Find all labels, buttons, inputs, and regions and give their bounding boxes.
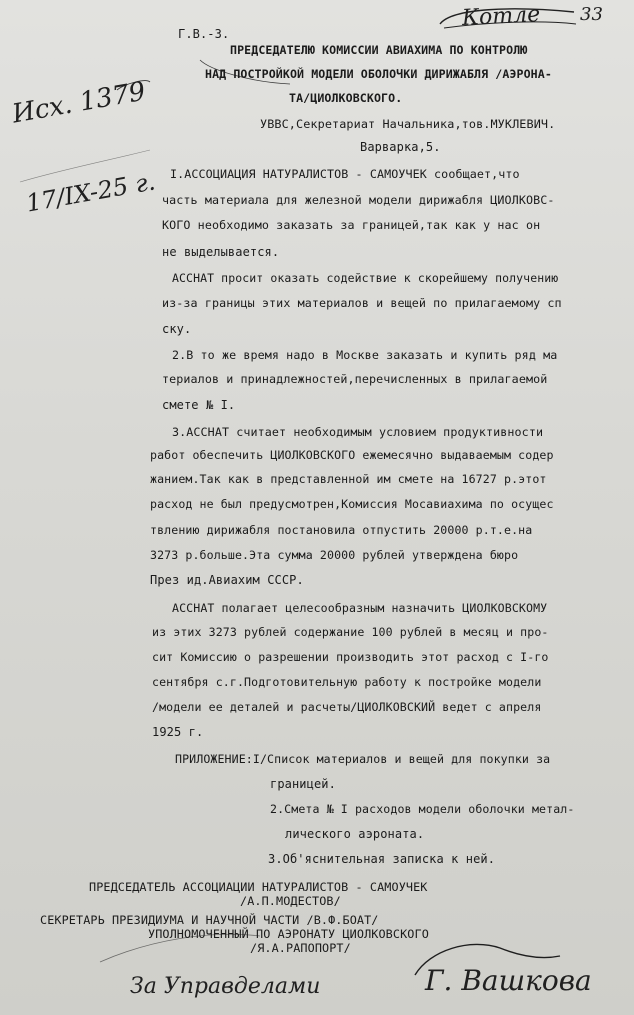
margin-note-date: 17/IX-25 г. xyxy=(24,167,158,218)
signature-chairman: ПРЕДСЕДАТЕЛЬ АССОЦИАЦИИ НАТУРАЛИСТОВ - САМОУЧЕК xyxy=(89,880,428,894)
handwritten-signature-name: Г. Вашкова xyxy=(425,964,592,997)
body-line: работ обеспечить ЦИОЛКОВСКОГО ежемесячно выдаваемым содер xyxy=(150,448,554,462)
body-line: КОГО необходимо заказать за границей,так как у нас он xyxy=(162,218,541,232)
body-line: 1925 г. xyxy=(152,725,204,739)
signature-chairman-name: /А.П.МОДЕСТОВ/ xyxy=(240,894,341,908)
body-line: не выделывается. xyxy=(162,245,280,259)
signature-secretary: СЕКРЕТАРЬ ПРЕЗИДИУМА И НАУЧНОЙ ЧАСТИ /В.Ф.БОАТ/ xyxy=(40,913,379,927)
appendix-line: 2.Смета № I расходов модели оболочки метал- xyxy=(270,802,575,816)
body-line: ску. xyxy=(162,322,192,336)
body-line: I.АССОЦИАЦИЯ НАТУРАЛИСТОВ - САМОУЧЕК сообщает,что xyxy=(170,167,520,181)
body-line: сит Комиссию о разрешении производить этот расход с I-го xyxy=(152,650,549,664)
body-line: расход не был предусмотрен,Комиссия Мосавиахима по осущес xyxy=(150,497,554,511)
addressee-line-2: НАД ПОСТРОЙКОЙ МОДЕЛИ ОБОЛОЧКИ ДИРИЖАБЛЯ /АЭРОНА- xyxy=(205,67,552,81)
reference-code: Г.В.-3. xyxy=(178,27,230,41)
body-line: 3273 р.больше.Эта сумма 20000 рублей утверждена бюро xyxy=(150,548,519,562)
page-number: 33 xyxy=(580,4,603,25)
appendix-line: 3.Об'яснительная записка к ней. xyxy=(268,852,496,866)
appendix-line: границей. xyxy=(270,777,336,791)
body-line: 2.В то же время надо в Москве заказать и купить ряд ма xyxy=(172,348,558,362)
appendix-line: ПРИЛОЖЕНИЕ:I/Список материалов и вещей для покупки за xyxy=(175,752,551,766)
addressee-line-3: ТА/ЦИОЛКОВСКОГО. xyxy=(289,91,403,105)
body-line: През ид.Авиахим СССР. xyxy=(150,573,304,587)
body-line: /модели ее деталей и расчеты/ЦИОЛКОВСКИЙ ведет с апреля xyxy=(152,700,542,714)
margin-note-outgoing-number: Исх. 1379 xyxy=(10,76,148,130)
appendix-line: лического аэроната. xyxy=(285,827,425,841)
handwritten-header-note: Котле xyxy=(461,1,541,32)
body-line: твлению дирижабля постановила отпустить 20000 р.т.е.на xyxy=(150,523,533,537)
addressee-line-1: ПРЕДСЕДАТЕЛЮ КОМИССИИ АВИАХИМА ПО КОНТРОЛЮ xyxy=(230,43,528,57)
body-line: жанием.Так как в представленной им смете на 16727 р.этот xyxy=(150,472,547,486)
body-line: АССНАТ просит оказать содействие к скорейшему получению xyxy=(172,271,559,285)
body-line: смете № I. xyxy=(162,398,236,412)
body-line: часть материала для железной модели дирижабля ЦИОЛКОВС- xyxy=(162,193,555,207)
body-line: из-за границы этих материалов и вещей по прилагаемому сп xyxy=(162,296,562,310)
addressee-line-4: УВВС,Секретариат Начальника,тов.МУКЛЕВИЧ. xyxy=(260,117,556,131)
signature-representative: УПОЛНОМОЧЕННЫЙ ПО АЭРОНАТУ ЦИОЛКОВСКОГО xyxy=(148,927,429,941)
signature-representative-name: /Я.А.РАПОПОРТ/ xyxy=(250,941,351,955)
body-line: АССНАТ полагает целесообразным назначить ЦИОЛКОВСКОМУ xyxy=(172,601,548,615)
body-line: териалов и принадлежностей,перечисленных в прилагаемой xyxy=(162,372,548,386)
handwritten-signature-label: За Управделами xyxy=(130,974,321,999)
addressee-line-5: Варварка,5. xyxy=(360,140,441,154)
body-line: сентября с.г.Подготовительную работу к постройке модели xyxy=(152,675,542,689)
body-line: 3.АССНАТ считает необходимым условием продуктивности xyxy=(172,425,544,439)
body-line: из этих 3273 рублей содержание 100 рублей в месяц и про- xyxy=(152,625,549,639)
